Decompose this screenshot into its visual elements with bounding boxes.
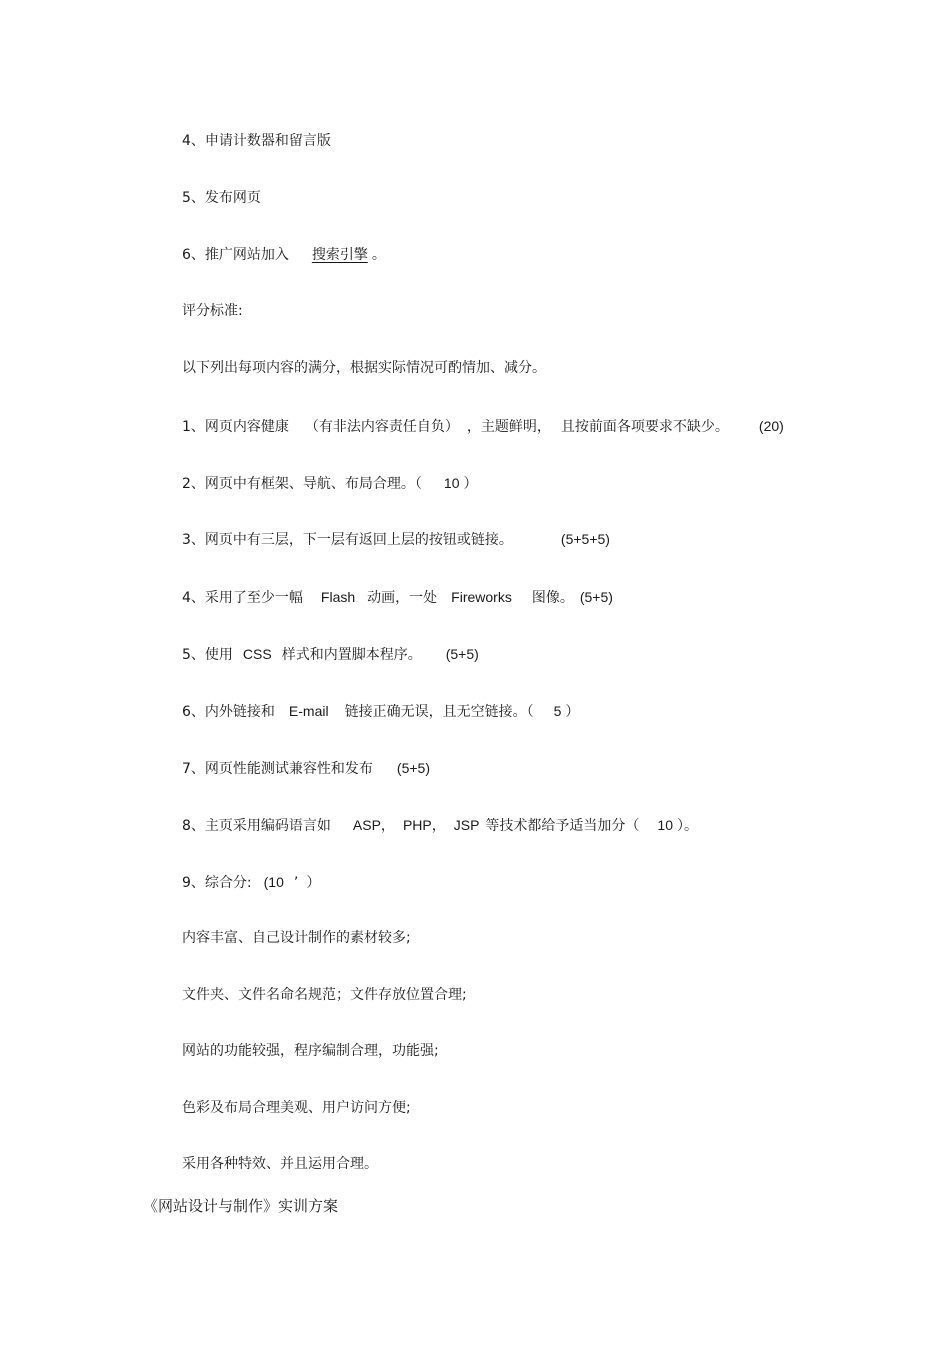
criterion-6 (182, 701, 579, 722)
criterion-5-a: 5、使用 (182, 647, 233, 663)
step-5 (182, 188, 261, 208)
criterion-9-mark: ’ (293, 875, 299, 891)
step-6-suffix: 。 (371, 247, 386, 263)
criterion-6-email: E-mail (288, 703, 329, 719)
criterion-6-c: 链接正确无误，且无空链接。（ (344, 704, 534, 720)
document-title (143, 1195, 338, 1217)
criterion-4-score: (5+5) (579, 589, 613, 605)
overall-sub-3-text: 网站的功能较强，程序编制合理，功能强; (182, 1043, 439, 1059)
criterion-8-a: 8、主页采用编码语言如 (182, 818, 331, 834)
criterion-8-asp: ASP， (352, 817, 395, 833)
criterion-7-a: 7、网页性能测试兼容性和发布 (182, 761, 373, 777)
criterion-2 (182, 473, 477, 494)
overall-sub-5-text: 采用各种特效、并且运用合理。 (182, 1156, 378, 1172)
criterion-7 (182, 758, 430, 779)
criterion-4-c: 动画，一处 (367, 590, 438, 606)
criterion-3-a: 3、网页中有三层，下一层有返回上层的按钮或链接。 (182, 532, 513, 548)
criterion-6-a: 6、内外链接和 (182, 704, 275, 720)
criterion-8-e: 等技术都给予适当加分（ (485, 818, 640, 834)
criterion-4-fireworks: Fireworks (451, 589, 512, 605)
step-4 (182, 131, 331, 151)
criterion-8-g: ）。 (677, 818, 698, 834)
scoring-intro-text: 以下列出每项内容的满分，根据实际情况可酌情加、减分。 (182, 360, 546, 376)
search-engine-term: 搜索引擎 (311, 247, 368, 263)
overall-sub-1 (182, 928, 411, 948)
criterion-9-a: 9、综合分: (182, 875, 252, 891)
criterion-2-a: 2、网页中有框架、导航、布局合理。（ (182, 476, 422, 492)
criterion-2-score: 10 (443, 475, 460, 491)
scoring-heading-text: 评分标准: (182, 303, 243, 319)
criterion-9 (182, 872, 320, 893)
criterion-1-d: 且按前面各项要求不缺少。 (560, 419, 729, 435)
criterion-1-score: (20) (758, 418, 784, 434)
criterion-4-a: 4、采用了至少一幅 (182, 590, 303, 606)
scoring-heading (182, 301, 243, 321)
overall-sub-3 (182, 1041, 439, 1061)
step-4-text: 4、申请计数器和留言版 (182, 133, 331, 149)
criterion-1 (182, 416, 784, 437)
overall-sub-5 (182, 1154, 378, 1174)
criterion-6-score: 5 (553, 703, 562, 719)
step-6-prefix: 6、推广网站加入 (182, 247, 289, 263)
criterion-8 (182, 815, 698, 836)
criterion-5 (182, 644, 479, 665)
step-5-text: 5、发布网页 (182, 190, 261, 206)
criterion-1-a: 1、网页内容健康 (182, 419, 289, 435)
criterion-1-c: ，主题鲜明， (466, 419, 551, 435)
criterion-5-score: (5+5) (445, 646, 479, 662)
overall-sub-4-text: 色彩及布局合理美观、用户访问方便; (182, 1100, 411, 1116)
criterion-4-flash: Flash (320, 589, 356, 605)
criterion-1-b: （有非法内容责任自负） (304, 419, 459, 435)
criterion-8-php: PHP， (402, 817, 446, 833)
step-6 (182, 245, 386, 265)
overall-sub-4 (182, 1098, 411, 1118)
criterion-9-score: (10 (263, 874, 284, 890)
scoring-intro (182, 358, 546, 378)
overall-sub-2 (182, 985, 467, 1005)
criterion-2-c: ） (463, 476, 478, 492)
criterion-5-css: CSS (242, 646, 272, 662)
criterion-7-score: (5+5) (396, 760, 430, 776)
criterion-3-score: (5+5+5) (560, 531, 610, 547)
criterion-8-jsp: JSP (453, 817, 480, 833)
criterion-6-e: ） (565, 704, 580, 720)
criterion-4-e: 图像。 (531, 590, 574, 606)
document-title-text: 《网站设计与制作》实训方案 (143, 1197, 339, 1215)
overall-sub-2-text: 文件夹、文件名命名规范；文件存放位置合理; (182, 987, 467, 1003)
criterion-3 (182, 529, 610, 550)
criterion-5-c: 样式和内置脚本程序。 (281, 647, 422, 663)
criterion-8-score: 10 (657, 817, 673, 833)
criterion-9-d: ） (306, 875, 321, 891)
criterion-4 (182, 587, 613, 608)
overall-sub-1-text: 内容丰富、自己设计制作的素材较多; (182, 930, 411, 946)
